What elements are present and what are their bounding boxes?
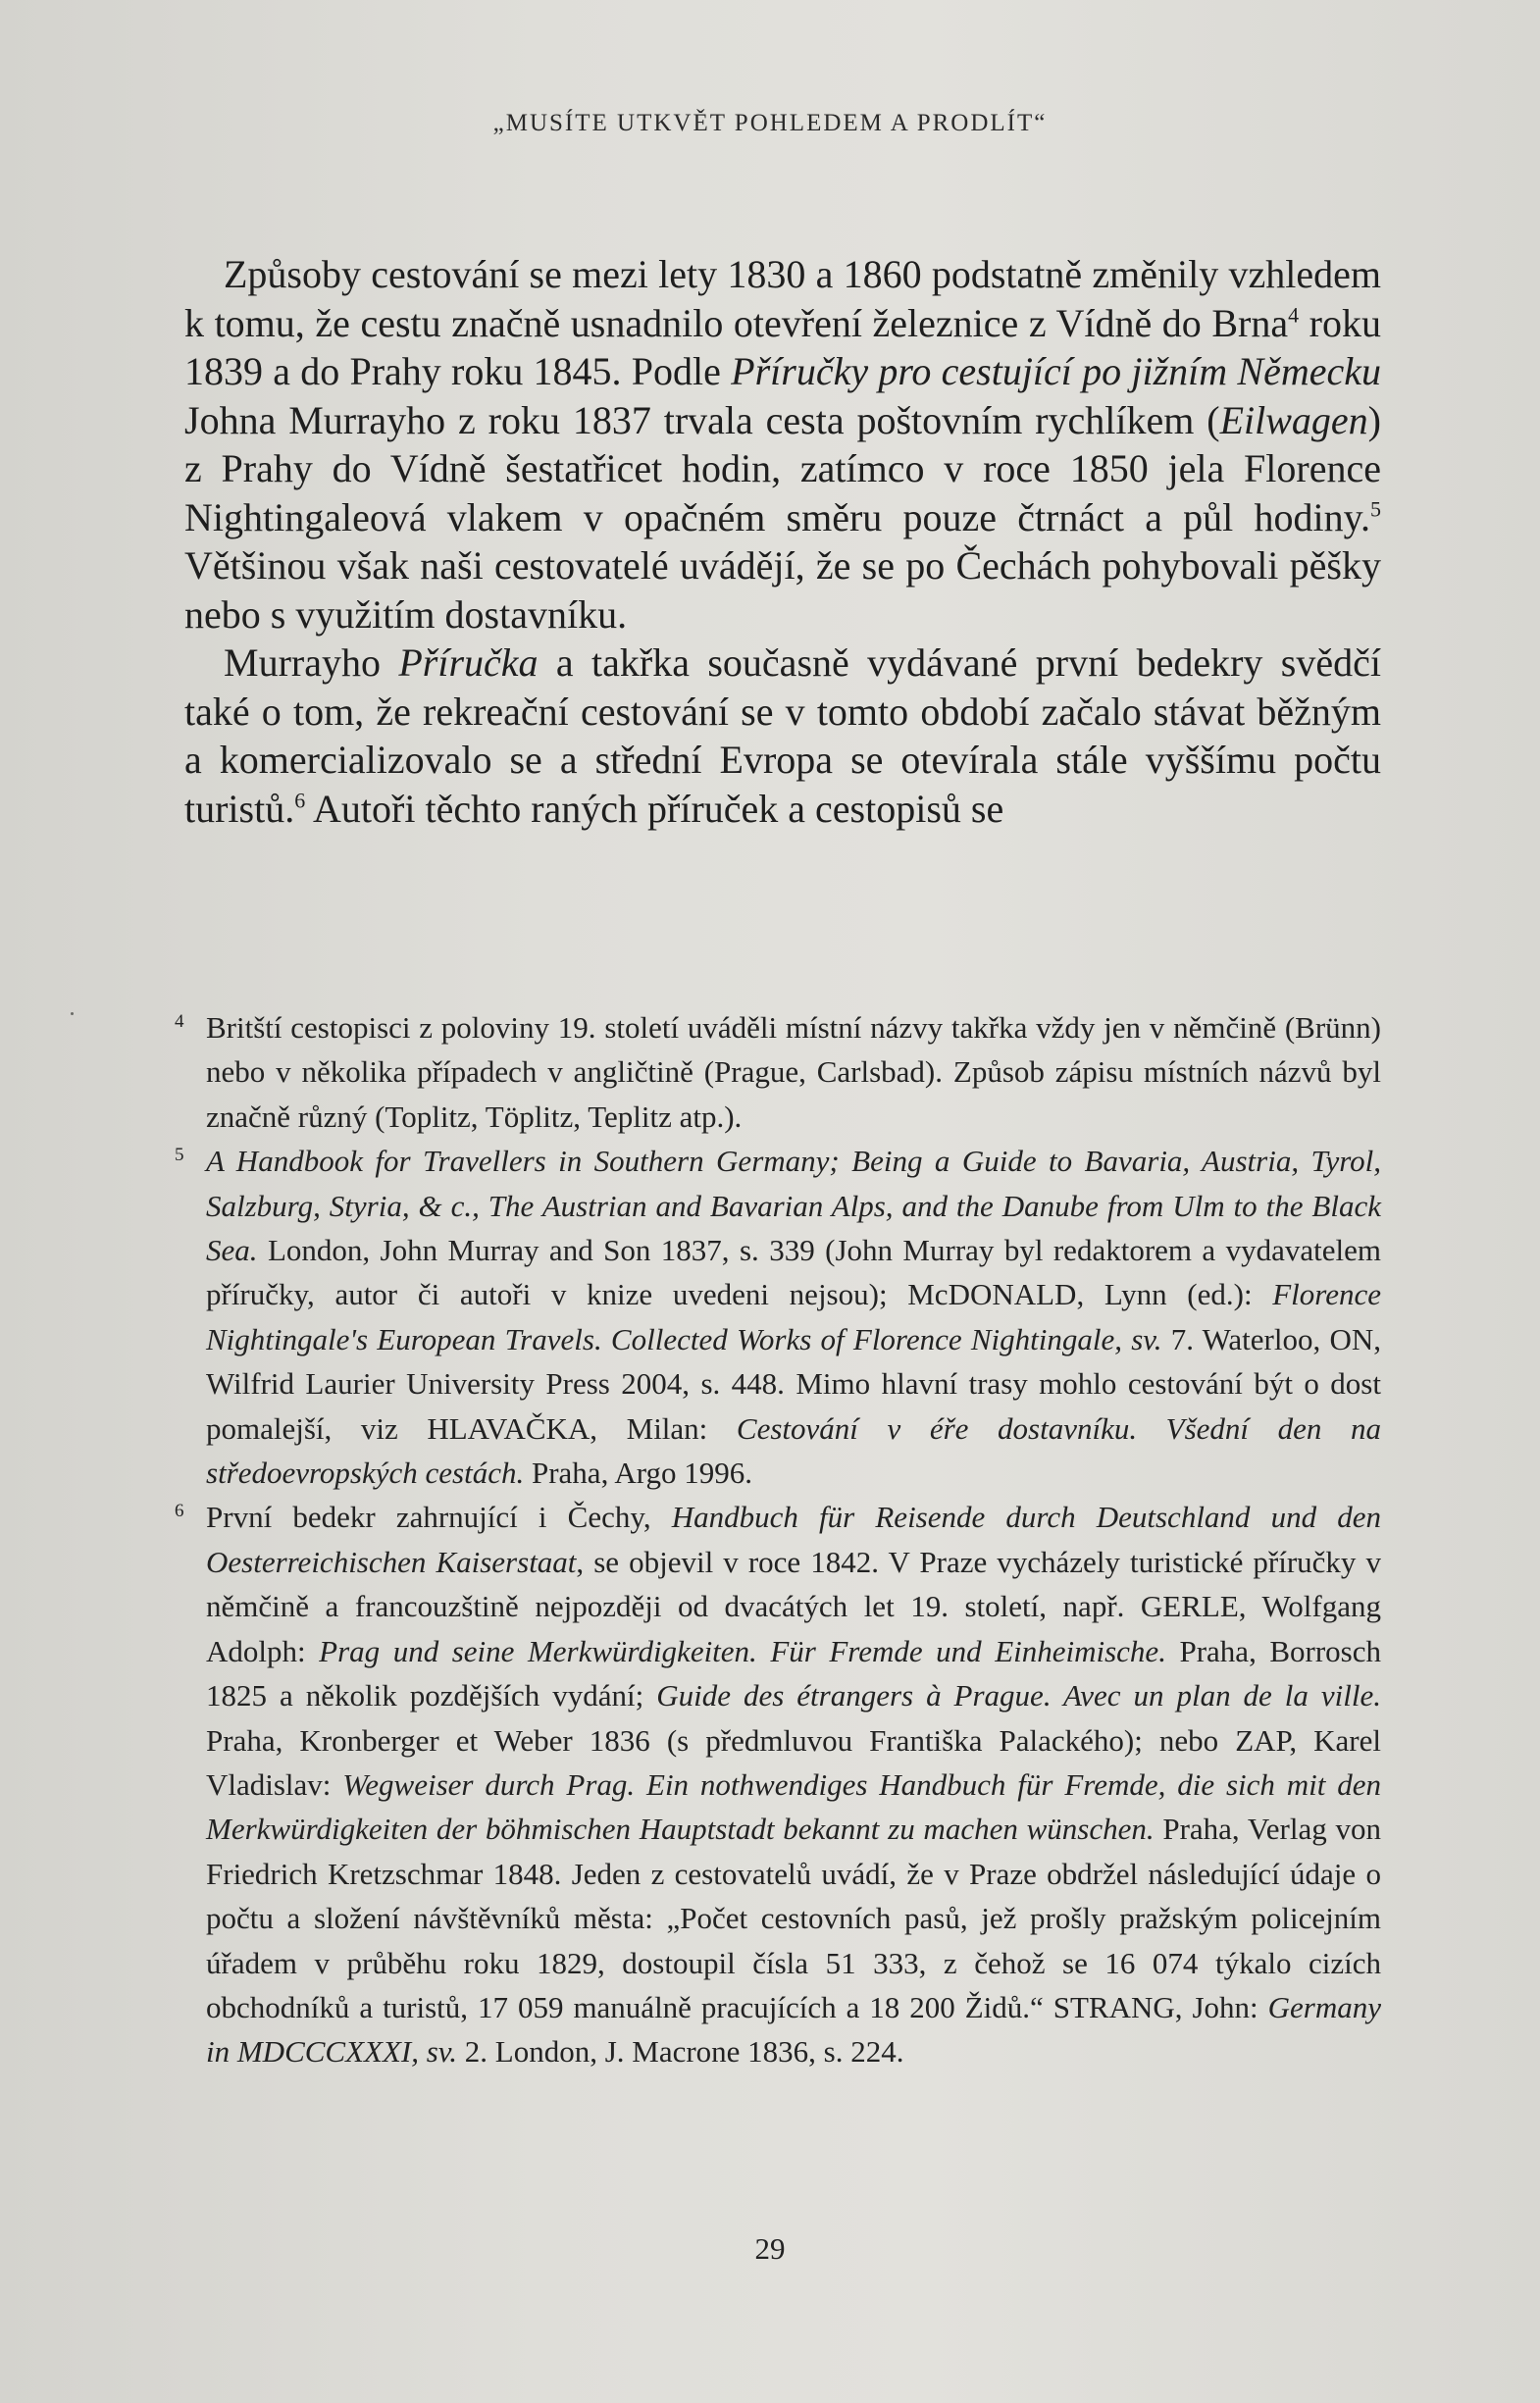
footnote-text: Britští cestopisci z poloviny 19. století uváděli místní názvy takřka vždy jen v němčině (Brünn) nebo v několika případech v angličtině (Prague, Carlsbad). Způsob zápisu místních názvů byl značně různý (Toplitz, Töplitz, Teplitz atp.).: [206, 1010, 1381, 1134]
footnote-text: Praha, Borrosch 1825 a několik pozdějších vydání;: [206, 1633, 1381, 1713]
paragraph-2: [184, 639, 1381, 833]
paper-speck: [71, 1012, 74, 1015]
footnote-ref-4: 4: [1288, 302, 1300, 328]
italic-title: Handbuch für Reisende durch Deutschland und den Oesterreichischen Kaiserstaat: [206, 1500, 1381, 1579]
text-span: Autoři těchto raných příruček a cestopisů se: [305, 786, 1004, 831]
footnotes: [173, 1005, 1381, 2074]
text-span: roku 1839 a do Prahy roku 1845. Podle: [184, 300, 1381, 393]
italic-title: Germany in MDCCCXXXI, sv.: [206, 1989, 1381, 2070]
italic-title: Prag und seine Merkwürdigkeiten. Für Fremde und Einheimische.: [319, 1633, 1166, 1668]
running-head: „MUSÍTE UTKVĚT POHLEDEM A PRODLÍT“: [492, 110, 1048, 136]
footnote-ref-5: 5: [1370, 496, 1381, 522]
footnote-6: [173, 1495, 1381, 2073]
footnote-text: , se objevil v roce 1842. V Praze vycházely turistické příručky v němčině a francouzštině nejpozději od dvacátých let 19. století, např. GERLE, Wolfgang Adolph:: [206, 1544, 1381, 1668]
text-span: Většinou však naši cestovatelé uvádějí, že se po Čechách pohybovali pěšky nebo s využitím dostavníku.: [184, 543, 1381, 637]
footnote-text: Praha, Argo 1996.: [524, 1456, 753, 1491]
footnote-ref-6: 6: [294, 788, 306, 813]
text-span: Murrayho: [224, 640, 399, 685]
footnote-4: [173, 1005, 1381, 1139]
text-span: Způsoby cestování se mezi lety 1830 a 1860 podstatně změnily vzhledem k tomu, že cestu značně usnadnilo otevření železnice z Vídně do Brna: [184, 252, 1381, 345]
footnote-5: [173, 1139, 1381, 1495]
italic-title: Příručky pro cestující po jižním Německu: [731, 349, 1381, 393]
italic-title: Příručka: [398, 640, 539, 685]
footnote-text: 7. Waterloo, ON, Wilfrid Laurier University Press 2004, s. 448. Mimo hlavní trasy mohlo cestování být o dost pomalejší, viz HLAVAČKA, Milan:: [206, 1321, 1381, 1446]
footnote-text: Praha, Verlag von Friedrich Kretzschmar 1848. Jeden z cestovatelů uvádí, že v Praze obdržel následující údaje o počtu a složení návštěvníků města: „Počet cestovních pasů, jež prošly pražským policejním úřadem v průběhu roku 1829, dostoupil čísla 51 333, z čehož se 16 074 týkalo cizích obchodníků a turistů, 17 059 manuálně pracujících a 18 200 Židů.“ STRANG, John:: [206, 1812, 1381, 2024]
italic-title: Wegweiser durch Prag. Ein nothwendiges Handbuch für Fremde, die sich mit den Merkwürdigkeiten der böhmischen Hauptstadt bekannt zu machen wünschen.: [206, 1766, 1382, 1847]
italic-title: A Handbook for Travellers in Southern Germany; Being a Guide to Bavaria, Austria, Tyrol, Salzburg, Styria, & c., The Austrian and Bavarian Alps, and the Danube from Ulm to the Black Sea.: [206, 1144, 1381, 1268]
italic-title: Florence Nightingale's European Travels. Collected Works of Florence Nightingale, sv.: [206, 1277, 1381, 1356]
footnote-number: 4: [175, 1011, 184, 1032]
footnote-number: 6: [175, 1501, 184, 1522]
footnote-text: Praha, Kronberger et Weber 1836 (s předmluvou Františka Palackého); nebo ZAP, Karel Vladislav:: [206, 1722, 1381, 1802]
footnote-text: 2. London, J. Macrone 1836, s. 224.: [457, 2034, 904, 2070]
text-span: ) z Prahy do Vídně šestatřicet hodin, zatímco v roce 1850 jela Florence Nightingaleová vlakem v opačném směru pouze čtrnáct a půl hodiny.: [184, 397, 1381, 539]
footnote-text: London, John Murray and Son 1837, s. 339 (John Murray byl redaktorem a vydavatelem příručky, autor či autoři v knize uvedeni nejsou); McDONALD, Lynn (ed.):: [206, 1233, 1381, 1312]
page-number: 29: [754, 2231, 786, 2266]
italic-term: Eilwagen: [1219, 397, 1368, 442]
text-span: a takřka současně vydávané první bedekry svědčí také o tom, že rekreační cestování se v tomto období začalo stávat běžným a komercializovalo se a střední Evropa se otevírala stále vyššímu počtu turistů.: [184, 640, 1381, 831]
italic-title: Cestování v éře dostavníku. Všední den na středoevropských cestách.: [206, 1410, 1381, 1491]
paragraph-1: [184, 250, 1381, 639]
main-text: [184, 250, 1381, 833]
footnote-number: 5: [175, 1145, 184, 1166]
footnote-text: První bedekr zahrnující i Čechy,: [206, 1500, 672, 1535]
italic-title: Guide des étrangers à Prague. Avec un plan de la ville.: [656, 1678, 1382, 1713]
text-span: Johna Murrayho z roku 1837 trvala cesta poštovním rychlíkem (: [184, 397, 1220, 442]
